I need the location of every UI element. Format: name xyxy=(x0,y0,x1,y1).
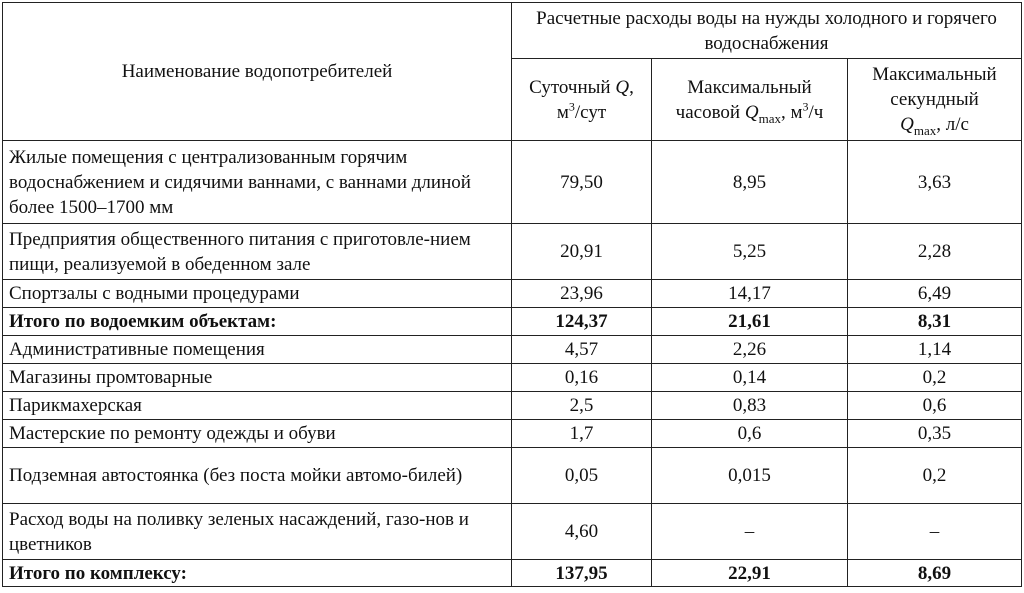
header-hourly-text: Максимальный часовой xyxy=(675,76,812,123)
row-second: 2,28 xyxy=(848,224,1022,280)
row-daily: 23,96 xyxy=(512,280,652,308)
row-name: Предприятия общественного питания с приготовле-нием пищи, реализуемой в обеденном зале xyxy=(3,224,512,280)
table-row xyxy=(3,364,1022,392)
total-row xyxy=(3,560,1022,587)
header-daily-text: Суточный xyxy=(529,76,611,98)
row-second: 0,6 xyxy=(848,392,1022,420)
header-hourly-unit-power: 3 xyxy=(802,99,809,114)
row-hourly: 0,14 xyxy=(652,364,848,392)
row-second: 1,14 xyxy=(848,336,1022,364)
row-hourly: – xyxy=(652,504,848,560)
subtotal-row xyxy=(3,308,1022,336)
row-hourly: 0,83 xyxy=(652,392,848,420)
row-second: 0,2 xyxy=(848,364,1022,392)
row-hourly: 14,17 xyxy=(652,280,848,308)
header-daily-symbol: Q xyxy=(615,76,630,98)
row-name: Итого по комплексу: xyxy=(3,560,512,587)
row-daily: 4,60 xyxy=(512,504,652,560)
table-row xyxy=(3,392,1022,420)
table-row xyxy=(3,448,1022,504)
table-row xyxy=(3,224,1022,280)
row-second: 8,31 xyxy=(848,308,1022,336)
row-hourly: 2,26 xyxy=(652,336,848,364)
table-row xyxy=(3,420,1022,448)
header-group-label: Расчетные расходы воды на нужды холодного и горячего водоснабжения xyxy=(536,7,997,54)
row-daily: 137,95 xyxy=(512,560,652,587)
row-hourly: 21,61 xyxy=(652,308,848,336)
header-hourly-unit-prefix: , м xyxy=(780,101,803,123)
header-consumers xyxy=(3,3,512,141)
row-hourly: 22,91 xyxy=(652,560,848,587)
row-name: Итого по водоемким объектам: xyxy=(3,308,512,336)
row-daily: 20,91 xyxy=(512,224,652,280)
header-daily: Суточный Q, $м^3$/сут xyxy=(512,59,652,141)
header-daily-unit-power: 3 xyxy=(568,99,575,114)
row-daily: 0,16 xyxy=(512,364,652,392)
row-second: 0,2 xyxy=(848,448,1022,504)
header-second-symbol: Q xyxy=(900,114,914,136)
header-hourly-sub: max xyxy=(758,110,781,126)
row-second: 3,63 xyxy=(848,141,1022,224)
row-second: – xyxy=(848,504,1022,560)
row-daily: 0,05 xyxy=(512,448,652,504)
header-group xyxy=(512,3,1022,59)
header-consumers-label: Наименование водопотребителей xyxy=(121,61,393,82)
header-hourly-symbol: Q xyxy=(744,101,759,123)
row-daily: 2,5 xyxy=(512,392,652,420)
header-second-unit: , л/с xyxy=(936,114,969,136)
header-daily-unit-prefix: м xyxy=(556,101,569,123)
row-daily: 1,7 xyxy=(512,420,652,448)
table-row xyxy=(3,141,1022,224)
row-name: Административные помещения xyxy=(3,336,512,364)
header-hourly xyxy=(652,59,848,141)
row-second: 8,69 xyxy=(848,560,1022,587)
header-second xyxy=(848,59,1022,141)
row-hourly: 0,015 xyxy=(652,448,848,504)
header-second-text: Максимальный секундный xyxy=(872,64,997,111)
row-hourly: 8,95 xyxy=(652,141,848,224)
table-row xyxy=(3,280,1022,308)
row-second: 0,35 xyxy=(848,420,1022,448)
water-consumption-table xyxy=(2,2,1022,587)
row-name: Магазины промтоварные xyxy=(3,364,512,392)
table-row xyxy=(3,504,1022,560)
row-daily: 124,37 xyxy=(512,308,652,336)
header-second-sub: max xyxy=(913,123,937,138)
row-hourly: 5,25 xyxy=(652,224,848,280)
header-daily-unit-suffix: /сут xyxy=(574,101,607,123)
row-name: Парикмахерская xyxy=(3,392,512,420)
row-name: Мастерские по ремонту одежды и обуви xyxy=(3,420,512,448)
row-name: Спортзалы с водными процедурами xyxy=(3,280,512,308)
row-name: Расход воды на поливку зеленых насаждений, газо-нов и цветников xyxy=(3,504,512,560)
row-name: Жилые помещения с централизованным горячим водоснабжением и сидячими ваннами, с ваннами длиной более 1500–1700 мм xyxy=(3,141,512,224)
row-name: Подземная автостоянка (без поста мойки автомо-билей) xyxy=(3,448,512,504)
row-daily: 4,57 xyxy=(512,336,652,364)
table-row xyxy=(3,336,1022,364)
header-hourly-unit-suffix: /ч xyxy=(808,101,824,123)
row-daily: 79,50 xyxy=(512,141,652,224)
row-hourly: 0,6 xyxy=(652,420,848,448)
row-second: 6,49 xyxy=(848,280,1022,308)
